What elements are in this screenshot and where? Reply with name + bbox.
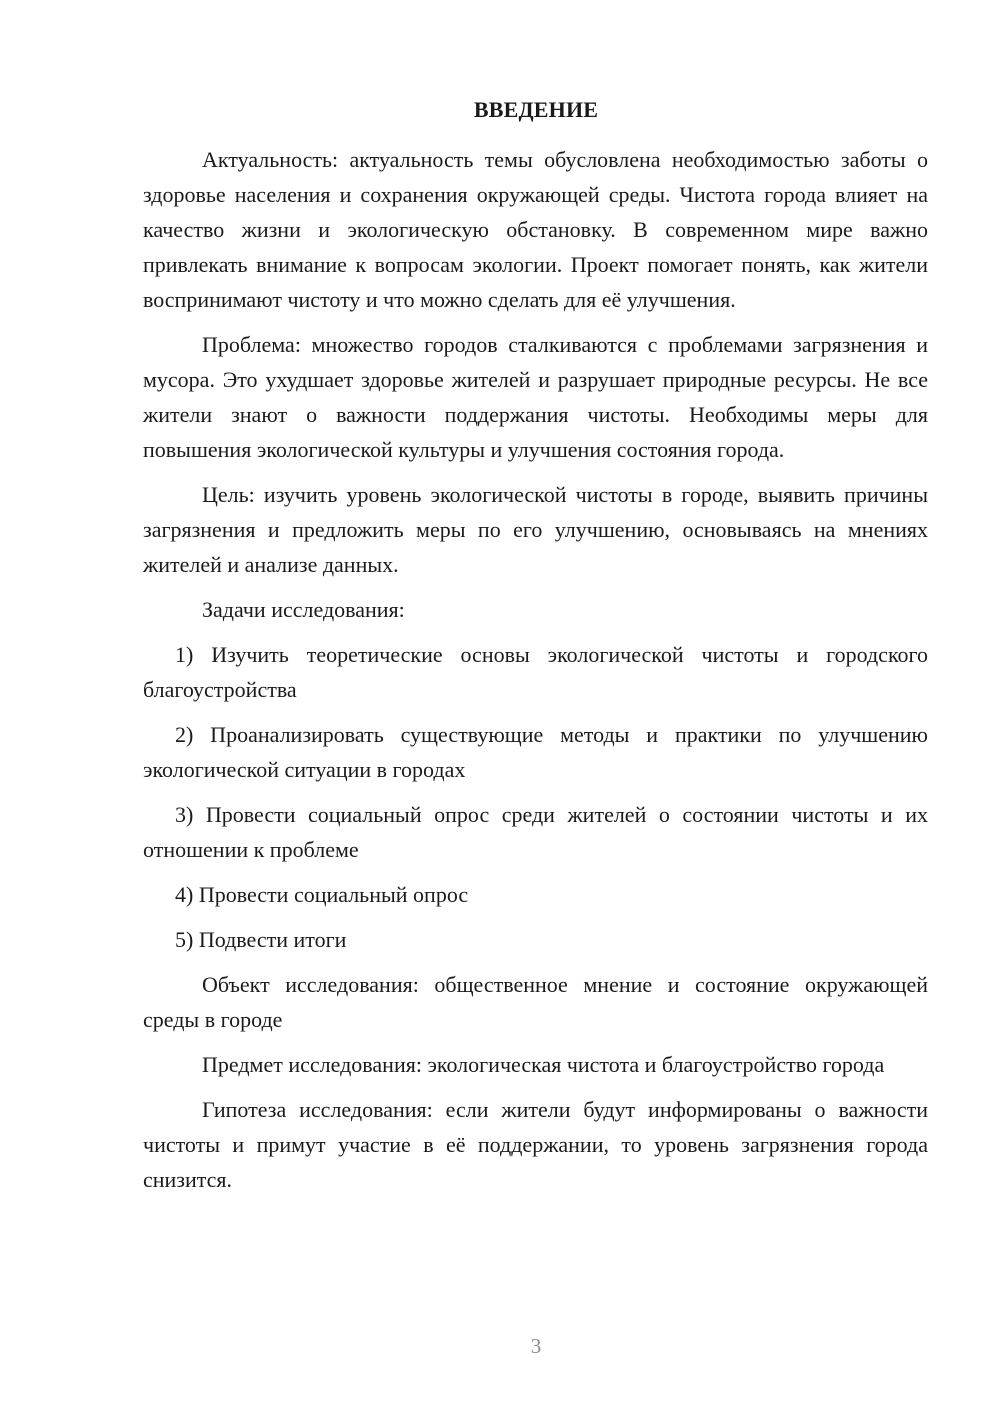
relevance-paragraph: Актуальность: актуальность темы обусловлена необходимостью заботы о здоровье населения и сохранения окружающей среды. Чистота города влияет на качество жизни и экологическую обстановку. В современном мире важно привлекать внимание к вопросам экологии. Проект помогает понять, как жители воспринимают чистоту и что можно сделать для её улучшения.: [143, 147, 928, 312]
object-paragraph: Объект исследования: общественное мнение и состояние окружающей среды в городе: [143, 972, 928, 1032]
subject-paragraph: Предмет исследования: экологическая чистота и благоустройство города: [202, 1052, 885, 1077]
page-title: ВВЕДЕНИЕ: [473, 97, 599, 122]
problem-paragraph: Проблема: множество городов сталкиваются с проблемами загрязнения и мусора. Это ухудшает здоровье жителей и разрушает природные ресурсы. Не все жители знают о важности поддержания чистоты. Необходимы меры для повышения экологической культуры и улучшения состояния города.: [143, 332, 928, 462]
hypothesis-paragraph: Гипотеза исследования: если жители будут информированы о важности чистоты и примут участие в её поддержании, то уровень загрязнения города снизится.: [143, 1097, 928, 1192]
task-item-3: 3) Провести социальный опрос среди жителей о состоянии чистоты и их отношении к проблеме: [143, 802, 928, 862]
page-number: 3: [530, 1334, 542, 1358]
task-item-2: 2) Проанализировать существующие методы и практики по улучшению экологической ситуации в городах: [143, 722, 928, 782]
task-item-5: 5) Подвести итоги: [175, 927, 347, 952]
task-item-1: 1) Изучить теоретические основы экологической чистоты и городского благоустройства: [143, 642, 928, 702]
document-body: [143, 142, 928, 1207]
task-item-4: 4) Провести социальный опрос: [175, 882, 469, 907]
goal-paragraph: Цель: изучить уровень экологической чистоты в городе, выявить причины загрязнения и предложить меры по его улучшению, основываясь на мнениях жителей и анализе данных.: [143, 482, 928, 577]
tasks-heading: Задачи исследования:: [202, 597, 405, 622]
